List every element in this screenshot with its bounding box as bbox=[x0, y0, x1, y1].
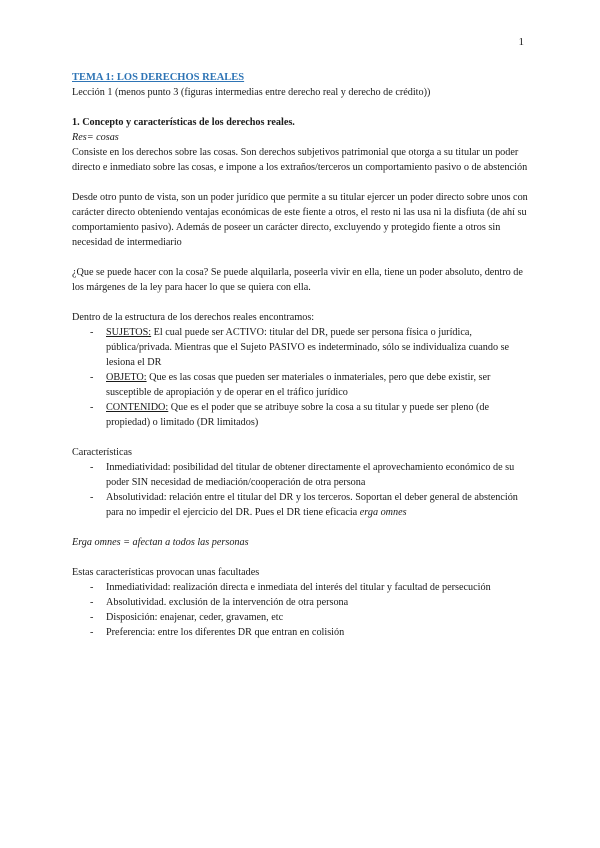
item-label: SUJETOS: bbox=[106, 327, 152, 338]
item-text: Inmediatividad: realización directa e inmediata del interés del titular y facultad de persecución bbox=[106, 582, 491, 593]
item-text: Absolutividad. exclusión de la intervención de otra persona bbox=[106, 597, 349, 608]
list-item bbox=[72, 325, 532, 370]
document-body bbox=[72, 70, 532, 640]
list-item bbox=[72, 370, 532, 400]
structure-list bbox=[72, 325, 532, 430]
faculties-intro: Estas características provocan unas facultades bbox=[72, 567, 260, 578]
item-text: Que es el poder que se atribuye sobre la cosa a su titular y puede ser pleno (de propiedad) o limitado (DR limitados) bbox=[106, 402, 490, 428]
bullet-dash: - bbox=[90, 327, 94, 338]
item-text: Inmediatividad: posibilidad del titular de obtener directamente el aprovechamiento económico de su poder SIN necesidad de mediación/cooperación de otra persona bbox=[106, 462, 515, 488]
bullet-dash: - bbox=[90, 597, 94, 608]
characteristics-heading: Características bbox=[72, 447, 132, 458]
bullet-dash: - bbox=[90, 402, 94, 413]
res-cosas-note: Res= cosas bbox=[72, 132, 119, 143]
section-heading: 1. Concepto y características de los derechos reales. bbox=[72, 117, 295, 128]
structure-intro: Dentro de la estructura de los derechos reales encontramos: bbox=[72, 312, 315, 323]
page-title: TEMA 1: LOS DERECHOS REALES bbox=[72, 72, 245, 83]
item-italic-term: erga omnes bbox=[359, 507, 407, 518]
paragraph-question: ¿Que se puede hacer con la cosa? Se puede alquilarla, poseerla vivir en ella, tiene un poder absoluto, dentro de los márgenes de la ley para hacer lo que se quiera con ella. bbox=[72, 267, 523, 293]
item-text: El cual puede ser ACTIVO: titular del DR, puede ser persona física o jurídica, pública/privada. Mientras que el Sujeto PASIVO es indeterminado, sólo se individualiza cuando se lesiona el DR bbox=[106, 327, 510, 368]
bullet-dash: - bbox=[90, 462, 94, 473]
list-item bbox=[72, 595, 532, 610]
characteristics-list bbox=[72, 460, 532, 520]
erga-omnes-definition: Erga omnes = afectan a todos las personas bbox=[72, 537, 249, 548]
paragraph-alternative-view: Desde otro punto de vista, son un poder jurídico que permite a su titular ejercer un poder directo sobre unos con carácter directo obteniendo ventajas económicas de este fiente a otros, el resto ni las usa ni la disfiuta (de ahí su comportamiento pasivo). Además de poseer un carácter directo, excluyendo y protegido fiente a otros sin necesidad de intermediario bbox=[72, 192, 528, 248]
faculties-list bbox=[72, 580, 532, 640]
paragraph-definition: Consiste en los derechos sobre las cosas. Son derechos subjetivos patrimonial que otorga a su titular un poder directo e inmediato sobre las cosas, e impone a los extraños/terceros un comportamiento pasivo o de abstención bbox=[72, 147, 528, 173]
list-item bbox=[72, 400, 532, 430]
bullet-dash: - bbox=[90, 612, 94, 623]
item-label: OBJETO: bbox=[106, 372, 147, 383]
bullet-dash: - bbox=[90, 627, 94, 638]
bullet-dash: - bbox=[90, 492, 94, 503]
item-text: Absolutividad: relación entre el titular del DR y los terceros. Soportan el deber general de abstención para no impedir el ejercicio del DR. Pues el DR tiene eficacia bbox=[106, 492, 518, 518]
list-item bbox=[72, 460, 532, 490]
bullet-dash: - bbox=[90, 372, 94, 383]
list-item bbox=[72, 580, 532, 595]
item-text: Disposición: enajenar, ceder, gravamen, etc bbox=[106, 612, 284, 623]
item-text: Preferencia: entre los diferentes DR que entran en colisión bbox=[106, 627, 345, 638]
item-label: CONTENIDO: bbox=[106, 402, 169, 413]
list-item bbox=[72, 625, 532, 640]
lesson-line: Lección 1 (menos punto 3 (figuras intermedias entre derecho real y derecho de crédito)) bbox=[72, 87, 431, 98]
page-number: 1 bbox=[518, 36, 524, 48]
list-item bbox=[72, 490, 532, 520]
item-text: Que es las cosas que pueden ser materiales o inmateriales, pero que debe existir, ser susceptible de apropiación y de operar en el tráfico jurídico bbox=[106, 372, 491, 398]
bullet-dash: - bbox=[90, 582, 94, 593]
list-item bbox=[72, 610, 532, 625]
